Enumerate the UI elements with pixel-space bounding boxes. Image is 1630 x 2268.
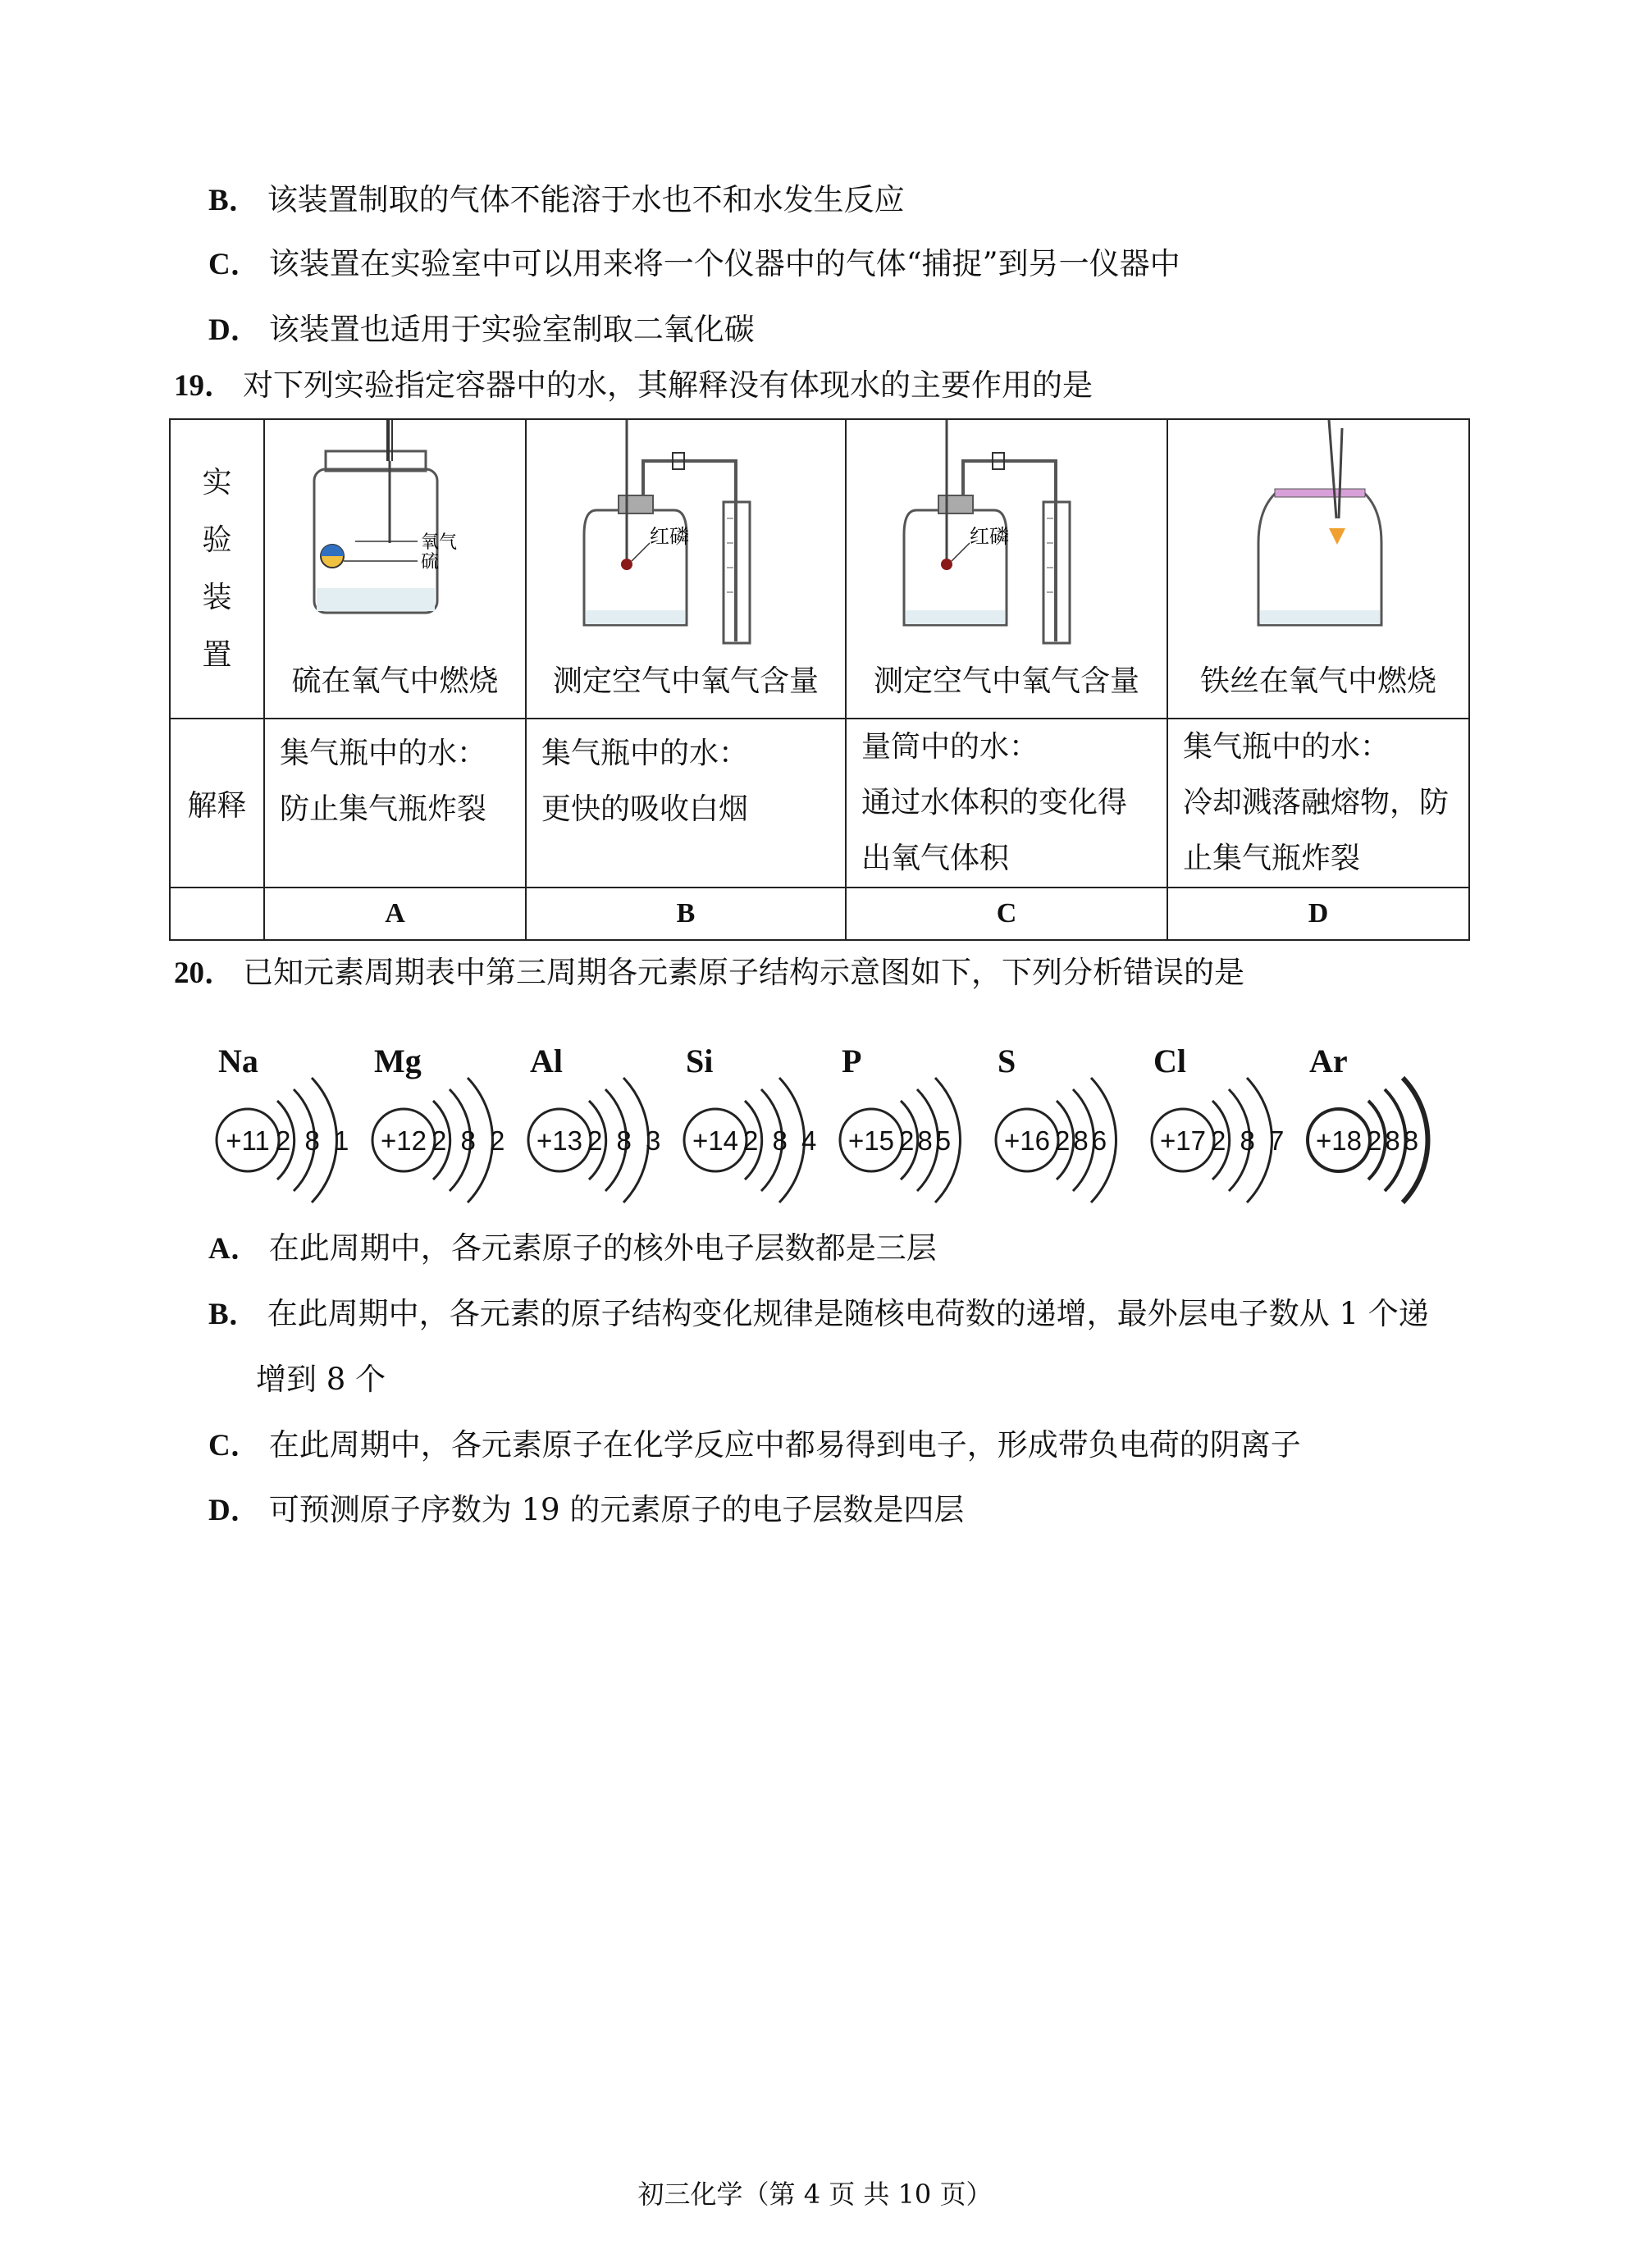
label-red-phosphorus: 红磷: [650, 525, 689, 548]
explain-line: 止集气瓶炸裂: [1183, 842, 1361, 875]
sulfur-burning-apparatus: [265, 420, 527, 650]
explain-line: 集气瓶中的水：: [541, 737, 749, 770]
option-letter: D．: [208, 313, 261, 347]
element-symbol: Al: [530, 1043, 563, 1079]
question-number: 19．: [174, 369, 235, 403]
question-text: 对下列实验指定容器中的水，其解释没有体现水的主要作用的是: [243, 367, 1093, 403]
page-footer: 初三化学（第 4 页 共 10 页）: [637, 2179, 993, 2210]
nucleus-charge: +16: [1004, 1125, 1050, 1156]
empty-cell: [170, 888, 264, 940]
explain-c: [846, 719, 1167, 888]
phosphorus-apparatus-b: [527, 420, 847, 650]
choice-b: B: [526, 888, 846, 940]
electron-config: 2 8 2: [431, 1125, 509, 1156]
q20-option-b-continued: [256, 1358, 386, 1401]
atom-al: [509, 1025, 664, 1234]
nucleus-charge: +12: [381, 1125, 427, 1156]
nucleus-charge: +13: [536, 1125, 582, 1156]
element-symbol: Mg: [374, 1043, 422, 1079]
row-head-apparatus: [170, 419, 264, 719]
element-symbol: P: [842, 1043, 862, 1079]
apparatus-c: [846, 419, 1167, 719]
explain-a: [264, 719, 526, 888]
explain-line: 冷却溅落融熔物，防: [1183, 786, 1450, 819]
question-number: 20．: [174, 956, 235, 990]
atom-mg: [353, 1025, 509, 1234]
electron-config: 286: [1055, 1125, 1111, 1156]
explain-d: [1167, 719, 1469, 888]
label-oxygen: 氧气: [421, 532, 458, 553]
atom-p: [820, 1025, 976, 1234]
electron-config: 285: [899, 1125, 955, 1156]
option-text: 该装置制取的气体不能溶于水也不和水发生反应: [267, 182, 905, 217]
element-symbol: Si: [686, 1043, 714, 1079]
iron-wire-apparatus: [1168, 420, 1470, 650]
electron-config: 2 8 3: [587, 1125, 664, 1156]
element-symbol: Ar: [1309, 1043, 1348, 1079]
row-head-explain: 解释: [170, 719, 264, 888]
element-symbol: Cl: [1153, 1043, 1186, 1079]
atom-s: [976, 1025, 1132, 1234]
option-text: 该装置也适用于实验室制取二氧化碳: [268, 312, 755, 347]
nucleus-charge: +17: [1160, 1125, 1206, 1156]
q18-option-c: [208, 243, 1180, 286]
element-symbol: Na: [218, 1043, 258, 1079]
choice-d: D: [1167, 888, 1469, 940]
explain-line: 集气瓶中的水：: [1183, 730, 1390, 764]
explain-line: 更快的吸收白烟: [541, 792, 749, 826]
electron-config: 2 8 4: [743, 1125, 820, 1156]
option-text: 可预测原子序数为 19 的元素原子的电子层数是四层: [268, 1492, 965, 1527]
option-text: 在此周期中，各元素的原子结构变化规律是随核电荷数的递增，最外层电子数从 1 个递: [267, 1296, 1429, 1331]
option-text: 在此周期中，各元素原子的核外电子层数都是三层: [268, 1230, 937, 1266]
atom-cl: [1132, 1025, 1288, 1234]
atom-si: [664, 1025, 820, 1234]
option-text: 增到 8 个: [256, 1362, 386, 1397]
option-text: 在此周期中，各元素原子在化学反应中都易得到电子，形成带负电荷的阴离子: [268, 1427, 1301, 1463]
q18-option-d: [208, 308, 755, 352]
q19-stem: [174, 364, 1093, 408]
element-symbol: S: [998, 1043, 1016, 1079]
apparatus-b: [526, 419, 846, 719]
nucleus-charge: +15: [848, 1125, 894, 1156]
apparatus-d: [1167, 419, 1469, 719]
q20-option-d: [208, 1489, 964, 1532]
explain-b: [526, 719, 846, 888]
explain-line: 量筒中的水：: [861, 730, 1039, 764]
caption-c: 测定空气中氧气含量: [873, 664, 1139, 698]
atom-ar: [1288, 1025, 1444, 1234]
explain-line: 通过水体积的变化得: [861, 786, 1128, 819]
electron-config: 2 8 7: [1211, 1125, 1288, 1156]
option-letter: C．: [208, 1429, 261, 1463]
row-head-char: 置: [202, 637, 232, 672]
nucleus-charge: +11: [226, 1125, 270, 1156]
caption-d: 铁丝在氧气中燃烧: [1199, 664, 1436, 698]
nucleus-charge: +18: [1316, 1125, 1362, 1156]
row-head-char: 验: [202, 523, 232, 557]
option-letter: B．: [208, 1298, 259, 1331]
apparatus-a: [264, 419, 526, 719]
choice-c: C: [846, 888, 1167, 940]
option-letter: A．: [208, 1232, 261, 1266]
option-text: 该装置在实验室中可以用来将一个仪器中的气体“捕捉”到另一仪器中: [268, 246, 1180, 281]
option-letter: D．: [208, 1494, 261, 1527]
q20-stem: [174, 951, 1244, 995]
atom-na: [197, 1025, 353, 1234]
option-letter: C．: [208, 248, 261, 281]
row-head-char: 实: [202, 465, 232, 500]
explain-line: 防止集气瓶炸裂: [280, 792, 487, 826]
electron-config: 288: [1367, 1125, 1422, 1156]
atomic-structure-diagrams: [197, 1025, 1468, 1234]
electron-config: 2 8 1: [276, 1125, 353, 1156]
option-letter: B．: [208, 184, 259, 217]
q20-option-a: [208, 1227, 937, 1271]
caption-b: 测定空气中氧气含量: [552, 664, 819, 698]
choice-a: A: [264, 888, 526, 940]
explain-line: 出氧气体积: [861, 842, 1010, 875]
row-head-char: 装: [202, 580, 232, 614]
caption-a: 硫在氧气中燃烧: [291, 664, 499, 698]
q20-option-b: [208, 1293, 1429, 1336]
q18-option-b: [208, 179, 905, 222]
q20-option-c: [208, 1424, 1301, 1467]
question-text: 已知元素周期表中第三周期各元素原子结构示意图如下，下列分析错误的是: [243, 955, 1244, 990]
experiment-table: [169, 418, 1470, 941]
phosphorus-apparatus-c: [847, 420, 1168, 650]
explain-line: 集气瓶中的水：: [280, 737, 487, 770]
label-sulfur: 硫: [421, 552, 440, 573]
label-red-phosphorus: 红磷: [970, 525, 1009, 548]
nucleus-charge: +14: [692, 1125, 738, 1156]
